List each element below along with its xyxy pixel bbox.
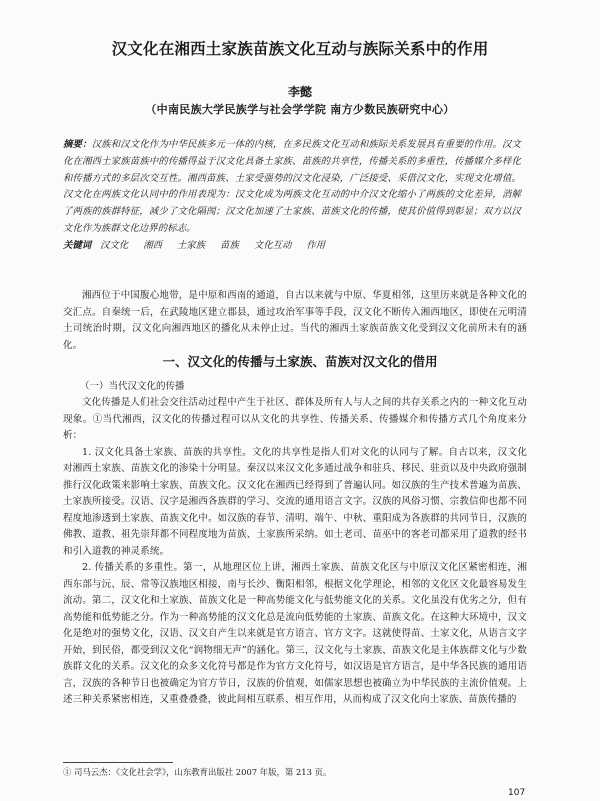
keyword: 湘西: [143, 240, 163, 251]
abstract: [63, 137, 521, 238]
paragraph: 2. 传播关系的多重性。第一，从地理区位上讲，湘西土家族、苗族文化区与中原汉文化区紧密相连，湘西东部与沅、辰、常等汉族地区相接，南与长沙、衡阳相邻，根据文化学理论，相邻的文化区文化最容易发生流动。第二，汉文化和土家族、苗族文化是一种高势能文化与低势能文化的关系。文化虽没有优劣之分，但有高势能和低势能之分。作为一种高势能的汉文化总是流向低势能的土家族、苗族文化。在这种大环境中，汉文化是绝对的强势文化，汉语、汉文自产生以来就是官方语言、官方文字。这就使得苗、土家文化，从语言文字开始，到民俗，都受到汉文化“润物细无声”的涵化。第三，汉文化与土家族、苗族文化是主体族群文化与少数族群文化的关系。汉文化的众多文化符号都是作为官方文化符号，如汉语是官方语言，是中华各民族的通用语言，汉族的各种节日也被确定为官方节日，汉族的价值观，如儒家思想也被确立为中华民族的主流价值观。上述三种关系紧密相连，又重叠叠叠，彼此间相互联系、相互作用，从而构成了汉文化向土家族、苗族传播的: [63, 562, 527, 705]
keyword: 土家族: [177, 240, 206, 251]
affiliation: （中南民族大学民族学与社会学学院 南方少数民族研究中心）: [145, 103, 455, 116]
keyword: 汉文化: [100, 240, 129, 251]
page-number: 107: [508, 788, 526, 798]
footnote: ① 司马云杰：《文化社会学》，山东教育出版社 2007 年版，第 213 页。: [63, 767, 332, 777]
footnote-divider: [63, 762, 173, 763]
keywords: [63, 238, 533, 254]
keyword: 文化互动: [253, 240, 292, 251]
subsection-heading: （一）当代汉文化的传播: [80, 381, 185, 392]
author: 李懿: [287, 85, 312, 99]
section-heading: 一、汉文化的传播与土家族、苗族对汉文化的借用: [162, 354, 438, 369]
intro-paragraph: 湘西位于中国腹心地带，是中原和西南的通道，自古以来就与中原、华夏相邻，这里历来就是各种文化的交汇点。自秦统一后，在武陵地区建立郡县，通过攻治军事等手段，汉文化不断传入湘西地区，即使在元明清土司统治时期，汉文化向湘西地区的播化从未停止过。当代的湘西土家族苗族文化受到汉文化前所未有的涵化。: [63, 290, 527, 351]
keyword: 作用: [306, 240, 326, 251]
paragraph: 文化传播是人们社会交往活动过程中产生于社区、群体及所有人与人之间的共存关系之内的一种文化互动现象。①当代湘西，汉文化的传播过程可以从文化的共享性、传播关系、传播媒介和传播方式几个角度来分析：: [63, 397, 527, 441]
section-body: [63, 395, 527, 709]
abstract-text: 汉族和汉文化作为中华民族多元一体的内核，在多民族文化互动和族际关系发展具有重要的作用。汉文化在湘西土家族苗族中的传播得益于汉文化具备土家族、苗族的共享性，传播关系的多重性，传播媒介多样化和传播方式的多层次交互性。湘西苗族、土家受强势的汉文化浸染，广泛接受、采借汉文化，实现文化增值。汉文化在两族文化认同中的作用表现为：汉文化成为两族文化互动的中介汉文化缩小了两族的文化差异，消解了两族的族群特征，减少了文化隔阂；汉文化加速了土家族、苗族文化的传播，使其价值得到彰显；双方以汉文化作为族群文化边界的标志。: [63, 139, 521, 234]
page-title: 汉文化在湘西土家族苗族文化互动与族际关系中的作用: [111, 40, 489, 58]
abstract-label: 摘要：: [63, 139, 92, 150]
paragraph: 1. 汉文化具备土家族、苗族的共享性。文化的共享性是指人们对文化的认同与了解。自古以来，汉文化对湘西土家族、苗族文化的渗染十分明显。秦汉以来汉文化多通过战争和驻兵、移民、驻贡以及中央政府强制推行汉化政策来影响土家族、苗族文化。汉文化在湘西已经得到了普遍认同。如汉族的生产技术普遍为苗族、土家族所接受。汉语、汉字是湘西各族群的学习、交流的通用语言文字。汉族的风俗习惯、宗教信仰也都不同程度地渗透到土家族、苗族文化中。如汉族的春节、清明、端午、中秋、重阳成为各族群的共同节日，汉族的佛教、道教、祖先崇拜都不同程度地为苗族、土家族所采纳。如土老司、苗巫中的客老司都采用了道教的经书和引入道教的神灵系统。: [63, 446, 527, 557]
keyword: 苗族: [220, 240, 239, 251]
keywords-label: 关键词: [63, 240, 92, 251]
